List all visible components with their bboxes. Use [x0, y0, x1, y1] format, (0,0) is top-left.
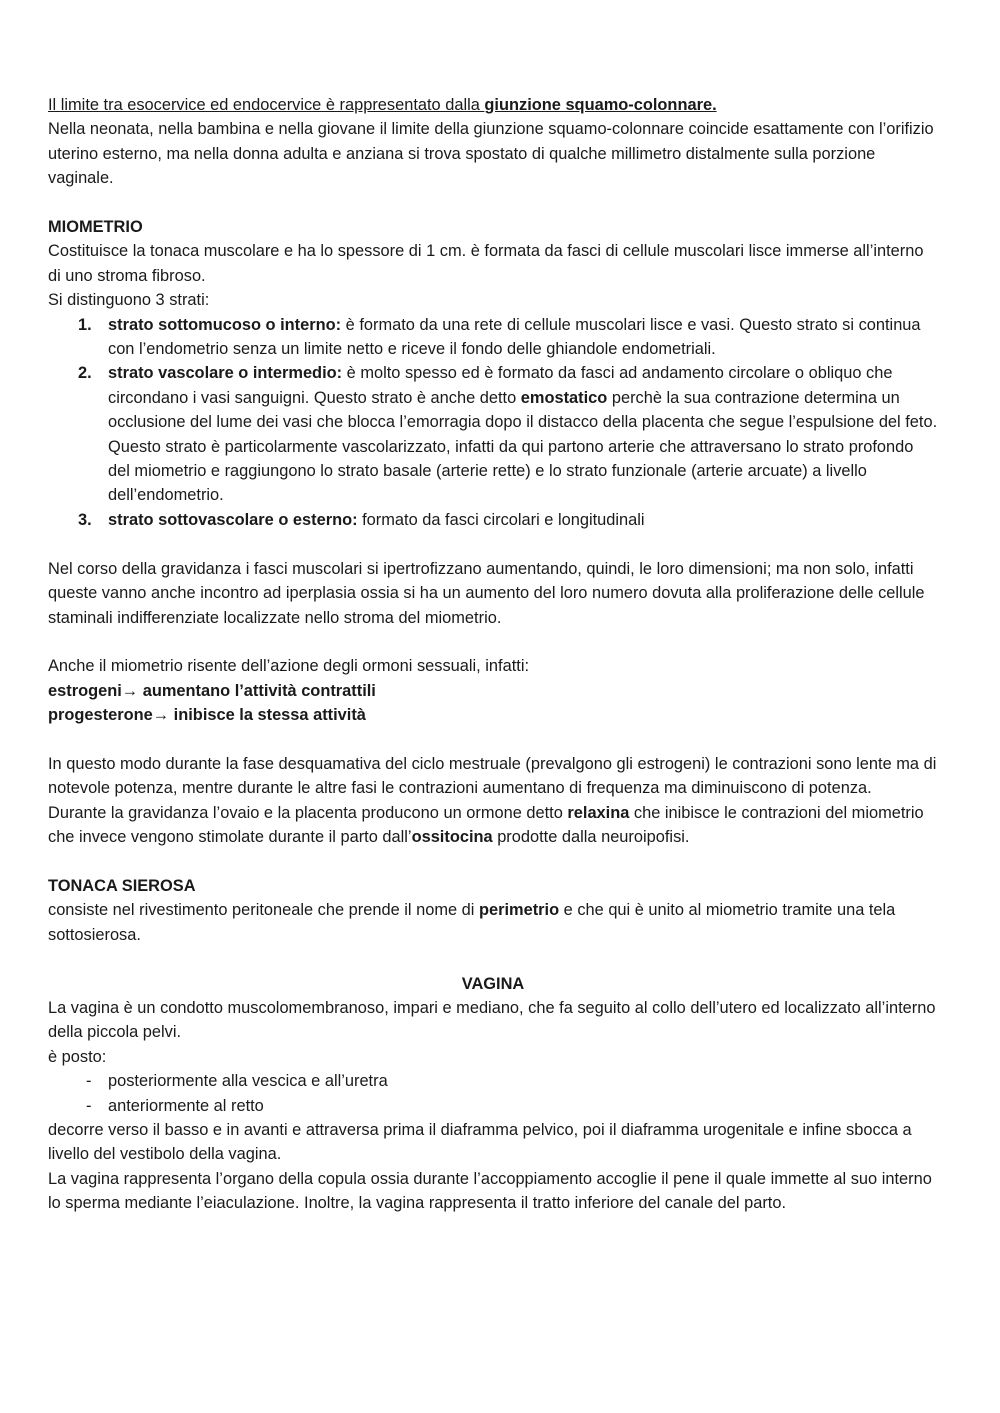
vagina-paragraph-3: decorre verso il basso e in avanti e attraversa prima il diaframma pelvico, poi il diaframma urogenitale e infine sbocca a livello del vestibolo della vagina. — [48, 1120, 912, 1164]
sierosa-paragraph: consiste nel rivestimento peritoneale che prende il nome di perimetrio e che qui è unito al miometrio tramite una tela sottosierosa. — [48, 901, 896, 944]
emostatico-term: emostatico — [520, 388, 608, 407]
relaxina-term: relaxina — [567, 803, 630, 822]
dash-marker: - — [86, 1096, 92, 1115]
sierosa-heading: TONACA SIEROSA — [48, 876, 196, 895]
list-item: 3. strato sottovascolare o esterno: formato da fasci circolari e longitudinali — [48, 508, 938, 532]
ossitocina-term: ossitocina — [411, 828, 493, 847]
strati-list — [48, 313, 938, 533]
giunzione-term: giunzione squamo-colonnare. — [484, 96, 717, 114]
vagina-paragraph-2: è posto: — [48, 1047, 107, 1066]
vagina-paragraph-1: La vagina è un condotto muscolomembranoso, impari e mediano, che fa seguito al collo dell’utero ed localizzato all’interno della piccola pelvi. — [48, 998, 936, 1042]
list-item: - posteriormente alla vescica e all’uretra — [48, 1069, 938, 1093]
position-list — [48, 1069, 938, 1118]
list-number: 1. — [78, 315, 92, 334]
miometrio-paragraph-8: Durante la gravidanza l’ovaio e la placenta producono un ormone detto relaxina che inibisce le contrazioni del miometrio che invece vengono stimolate durante il parto dall’ossitocina prodotte dalla neuroipofisi. — [48, 803, 924, 847]
dash-marker: - — [86, 1072, 92, 1091]
list-number: 3. — [78, 510, 92, 529]
list-item: 2. strato vascolare o intermedio: è molto spesso ed è formato da fasci ad andamento circolare o obliquo che circondano i vasi sanguigni. Questo strato è anche detto emostatico perchè la sua contrazione determina un occlusione del lume dei vasi che blocca l’emorragia dopo il distacco della placenta che segue l’espulsione del feto. Questo strato è particolarmente vascolarizzato, infatti da qui partono arterie che attraversano lo strato profondo del miometrio e raggiungono lo strato basale (arterie rette) e lo strato funzionale (arterie arcuate) a livello dell’endometrio. — [48, 361, 938, 507]
miometrio-paragraph-7: In questo modo durante la fase desquamativa del ciclo mestruale (prevalgono gli estrogeni) le contrazioni sono lente ma di notevole potenza, mentre durante le altre fasi le contrazioni aumentano di frequenza ma diminuiscono di potenza. — [48, 754, 937, 798]
strato-term: strato vascolare o intermedio: — [108, 364, 343, 383]
list-item: 1. strato sottomucoso o interno: è formato da una rete di cellule muscolari lisce e vasi. Questo strato si continua con l’endometrio senza un limite netto e riceve il fondo delle ghiandole endometriali. — [48, 313, 938, 362]
miometrio-paragraph-2: Si distinguono 3 strati: — [48, 291, 210, 310]
vagina-heading: VAGINA — [461, 974, 525, 993]
miometrio-paragraph-3: Nel corso della gravidanza i fasci muscolari si ipertrofizzano aumentando, quindi, le loro dimensioni; ma non solo, infatti queste vanno anche incontro ad iperplasia ossia si ha un aumento del loro numero dovuta alla proliferazione delle cellule staminali indifferenziate localizzate nello stroma del miometrio. — [48, 559, 925, 627]
miometrio-heading: MIOMETRIO — [48, 218, 143, 237]
strato-term: strato sottovascolare o esterno: — [108, 510, 358, 529]
intro-line-1: Il limite tra esocervice ed endocervice è rappresentato dalla giunzione squamo-colonnare. — [48, 96, 717, 114]
estrogeni-line: estrogeni→ aumentano l’attività contrattili — [48, 681, 376, 700]
list-item: - anteriormente al retto — [48, 1094, 938, 1118]
strato-term: strato sottomucoso o interno: — [108, 315, 342, 334]
intro-paragraph: Nella neonata, nella bambina e nella giovane il limite della giunzione squamo-colonnare coincide esattamente con l’orifizio uterino esterno, ma nella donna adulta e anziana si trova spostato di qualche millimetro distalmente sulla porzione vaginale. — [48, 120, 934, 188]
miometrio-paragraph-4: Anche il miometrio risente dell’azione degli ormoni sessuali, infatti: — [48, 657, 530, 676]
list-number: 2. — [78, 364, 92, 383]
vagina-paragraph-4: La vagina rappresenta l’organo della copula ossia durante l’accoppiamento accoglie il pene il quale immette al suo interno lo sperma mediante l’eiaculazione. Inoltre, la vagina rappresenta il tratto inferiore del canale del parto. — [48, 1169, 932, 1213]
document-page — [48, 93, 938, 1216]
perimetrio-term: perimetrio — [478, 901, 560, 920]
miometrio-paragraph-1: Costituisce la tonaca muscolare e ha lo spessore di 1 cm. è formata da fasci di cellule muscolari lisce immerse all’interno di uno stroma fibroso. — [48, 242, 924, 285]
progesterone-line: progesterone→ inibisce la stessa attività — [48, 706, 366, 725]
